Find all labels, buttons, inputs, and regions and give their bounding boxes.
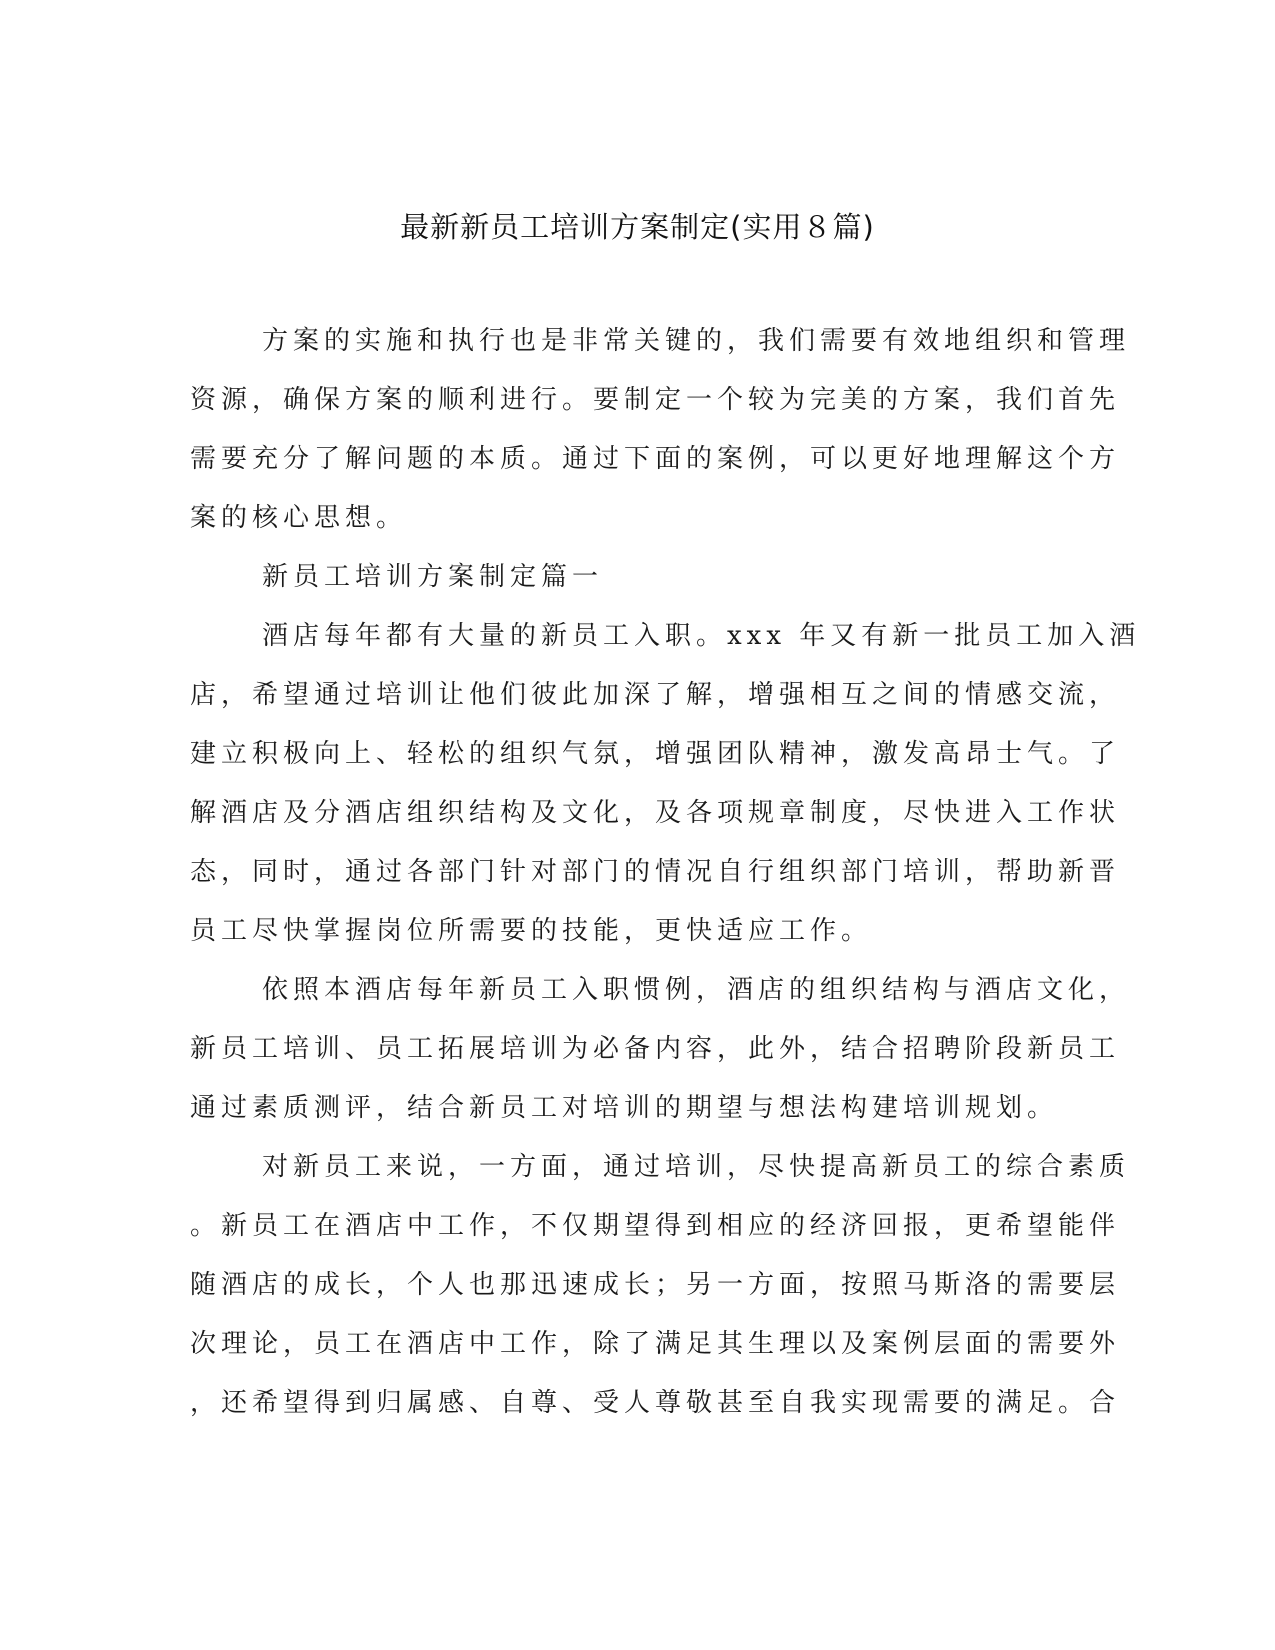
body-line-15: 对新员工来说，一方面，通过培训，尽快提高新员工的综合素质 bbox=[262, 1152, 1131, 1182]
body-line-3: 需要充分了解问题的本质。通过下面的案例，可以更好地理解这个方 bbox=[190, 444, 1121, 474]
body-line-11: 员工尽快掌握岗位所需要的技能，更快适应工作。 bbox=[190, 916, 873, 946]
body-line-14: 通过素质测评，结合新员工对培训的期望与想法构建培训规划。 bbox=[190, 1093, 1059, 1123]
body-line-2: 资源，确保方案的顺利进行。要制定一个较为完美的方案，我们首先 bbox=[190, 385, 1121, 415]
body-line-16: 。新员工在酒店中工作，不仅期望得到相应的经济回报，更希望能伴 bbox=[190, 1211, 1121, 1241]
body-line-10: 态，同时，通过各部门针对部门的情况自行组织部门培训，帮助新晋 bbox=[190, 857, 1121, 887]
body-line-6: 酒店每年都有大量的新员工入职。xxx 年又有新一批员工加入酒 bbox=[262, 621, 1141, 651]
document-title: 最新新员工培训方案制定(实用８篇) bbox=[400, 210, 875, 244]
body-line-18: 次理论，员工在酒店中工作，除了满足其生理以及案例层面的需要外 bbox=[190, 1329, 1121, 1359]
body-line-12: 依照本酒店每年新员工入职惯例，酒店的组织结构与酒店文化， bbox=[262, 975, 1131, 1005]
body-line-13: 新员工培训、员工拓展培训为必备内容，此外，结合招聘阶段新员工 bbox=[190, 1034, 1121, 1064]
body-line-7: 店，希望通过培训让他们彼此加深了解，增强相互之间的情感交流， bbox=[190, 680, 1121, 710]
body-line-4: 案的核心思想。 bbox=[190, 503, 408, 533]
section-heading: 新员工培训方案制定篇一 bbox=[262, 562, 604, 592]
body-line-8: 建立积极向上、轻松的组织气氛，增强团队精神，激发高昂士气。了 bbox=[190, 739, 1121, 769]
body-line-17: 随酒店的成长，个人也那迅速成长；另一方面，按照马斯洛的需要层 bbox=[190, 1270, 1121, 1300]
body-line-19: ，还希望得到归属感、自尊、受人尊敬甚至自我实现需要的满足。合 bbox=[190, 1388, 1121, 1418]
body-line-9: 解酒店及分酒店组织结构及文化，及各项规章制度，尽快进入工作状 bbox=[190, 798, 1121, 828]
body-line-1: 方案的实施和执行也是非常关键的，我们需要有效地组织和管理 bbox=[262, 326, 1131, 356]
